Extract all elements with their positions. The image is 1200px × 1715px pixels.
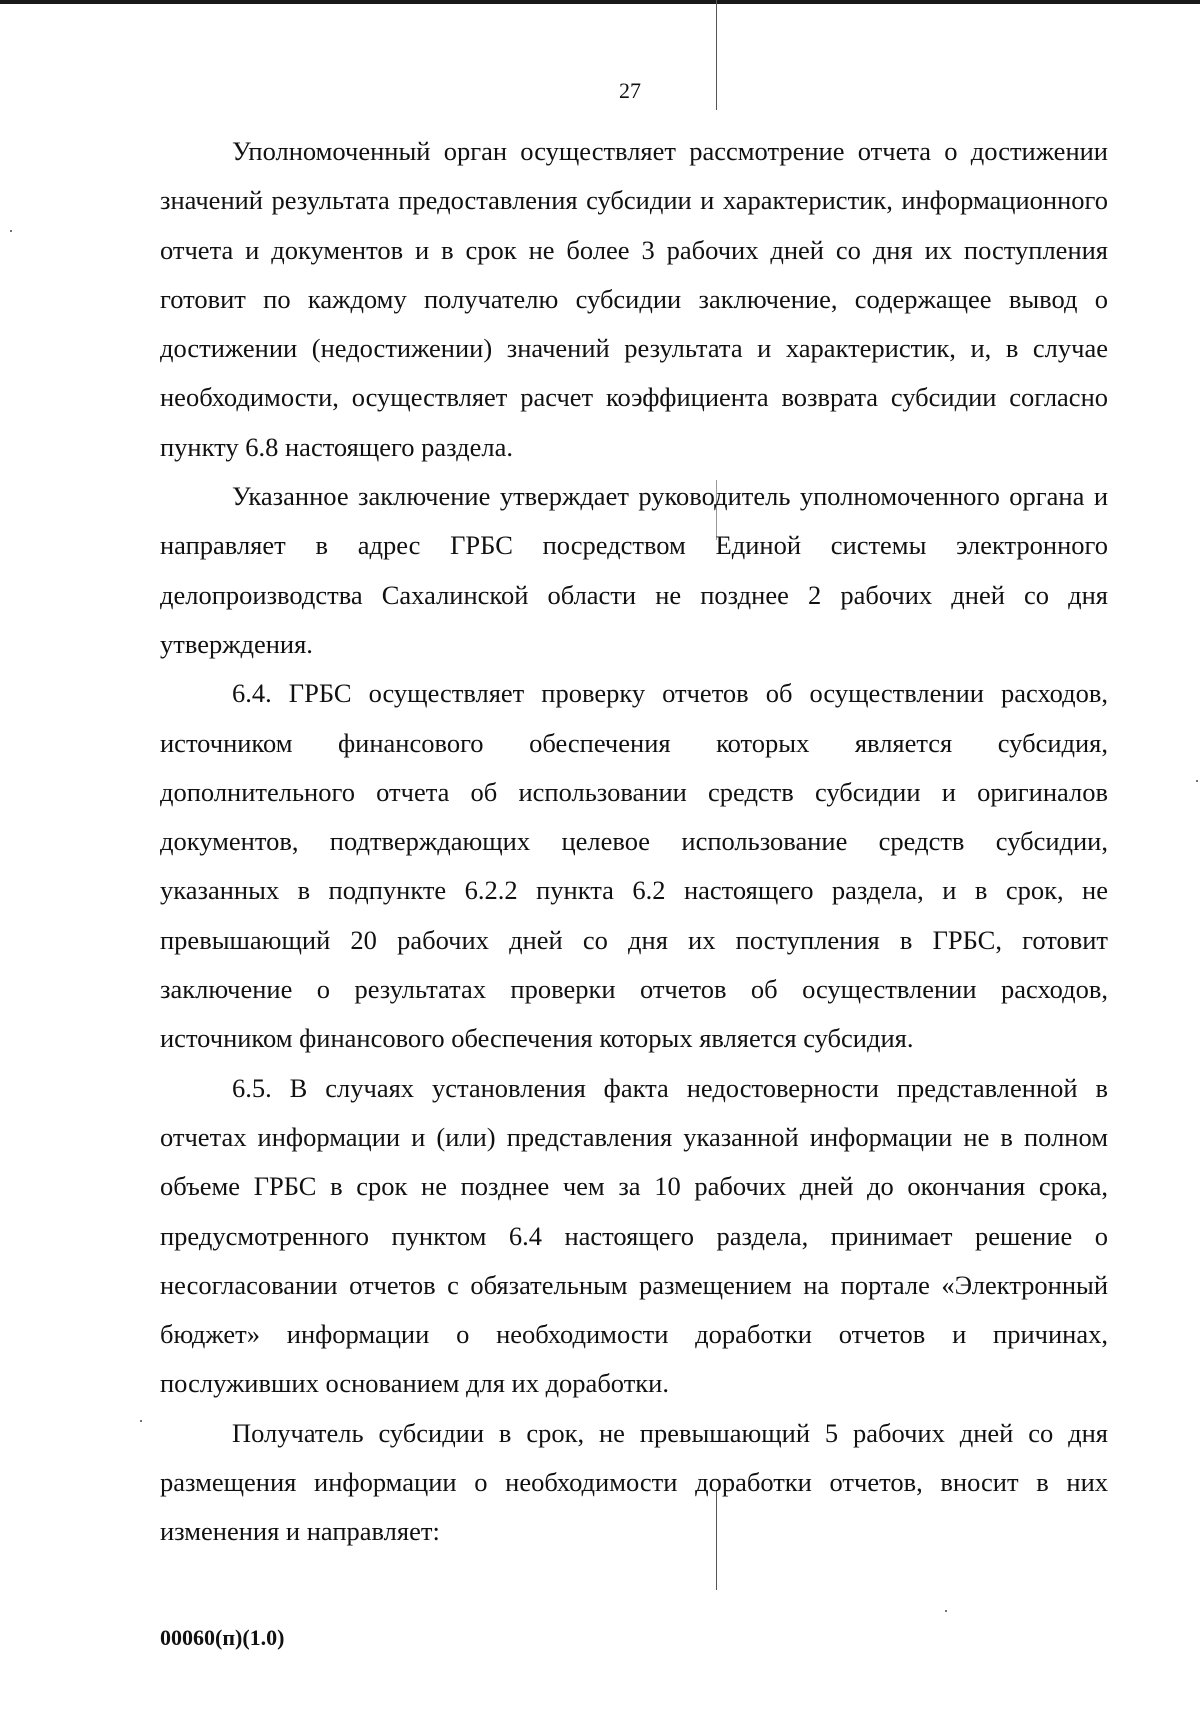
scan-speck	[945, 1610, 947, 1612]
scan-speck	[1196, 780, 1198, 782]
paragraph: Уполномоченный орган осуществляет рассмотрение отчета о достижении значений результата предоставления субсидии и характеристик, информационного отчета и документов и в срок не более 3 рабочих дней со дня их поступления готовит по каждому получателю субсидии заключение, содержащее вывод о достижении (недостижении) значений результата и характеристик, и, в случае необходимости, осуществляет расчет коэффициента возврата субсидии согласно пункту 6.8 настоящего раздела.	[160, 136, 1108, 462]
document-body	[160, 127, 1108, 1557]
document-code: 00060(п)(1.0)	[160, 1625, 285, 1650]
page-number: 27	[619, 78, 641, 103]
paragraph: 6.4. ГРБС осуществляет проверку отчетов об осуществлении расходов, источником финансового обеспечения которых является субсидия, дополнительного отчета об использовании средств субсидии и оригиналов документов, подтверждающих целевое использование средств субсидии, указанных в подпункте 6.2.2 пункта 6.2 настоящего раздела, и в срок, не превышающий 20 рабочих дней со дня их поступления в ГРБС, готовит заключение о результатах проверки отчетов об осуществлении расходов, источником финансового обеспечения которых является субсидия.	[160, 678, 1108, 1054]
paragraph: Указанное заключение утверждает руководитель уполномоченного органа и направляет в адрес ГРБС посредством Единой системы электронного делопроизводства Сахалинской области не позднее 2 рабочих дней со дня утверждения.	[160, 481, 1108, 659]
scan-speck	[140, 1420, 142, 1422]
paragraph: Получатель субсидии в срок, не превышающий 5 рабочих дней со дня размещения информации о необходимости доработки отчетов, вносит в них изменения и направляет:	[160, 1417, 1108, 1547]
scan-speck	[10, 230, 12, 232]
paragraph: 6.5. В случаях установления факта недостоверности представленной в отчетах информации и (или) представления указанной информации не в полном объеме ГРБС в срок не позднее чем за 10 рабочих дней до окончания срока, предусмотренного пунктом 6.4 настоящего раздела, принимает решение о несогласовании отчетов с обязательным размещением на портале «Электронный бюджет» информации о необходимости доработки отчетов и причинах, послуживших основанием для их доработки.	[160, 1072, 1108, 1399]
top-border-line	[0, 0, 1200, 4]
